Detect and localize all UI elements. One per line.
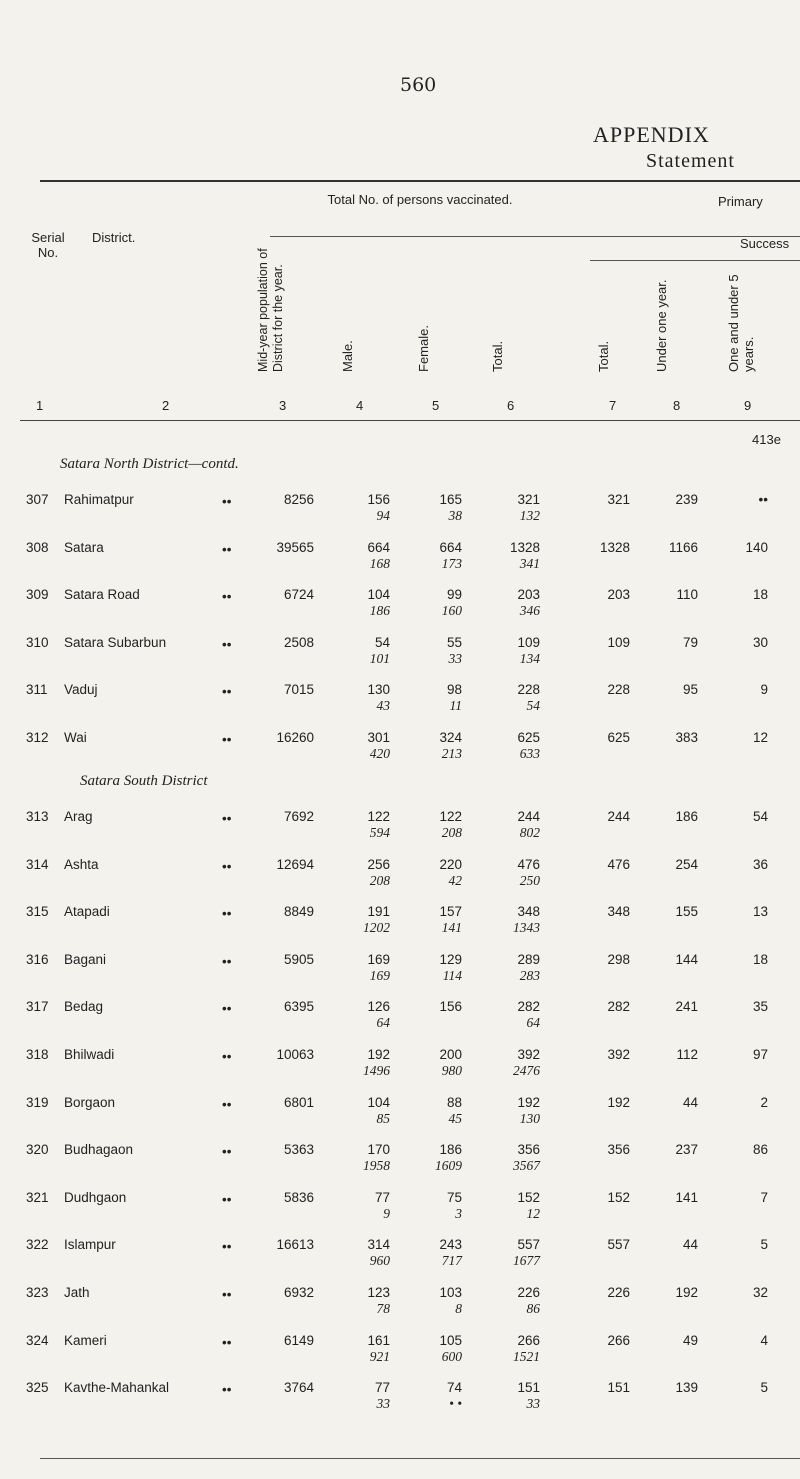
cell-total-i: 54 <box>526 698 540 714</box>
cell-p-total: 392 <box>607 1047 630 1062</box>
cell-pop: 6395 <box>283 999 314 1015</box>
col-number: 1 <box>36 398 44 413</box>
cell-sep: •• <box>222 684 232 700</box>
header-mid-year-population: Mid-year population of District for the year. <box>256 248 285 372</box>
cell-district: Satara <box>64 539 104 555</box>
cell-under1: 49 <box>682 1332 698 1348</box>
col-number: 6 <box>507 398 515 413</box>
cell-total: 321 <box>517 492 540 507</box>
cell-p-total: 151 <box>607 1380 630 1396</box>
cell-district: Borgaon <box>64 1094 116 1110</box>
section-title: Satara North District—contd. <box>60 456 239 472</box>
cell-female-i: 213 <box>441 746 462 761</box>
cell-under1: 237 <box>675 1142 698 1158</box>
cell-total: 392 <box>517 1047 540 1062</box>
cell-p-total: 152 <box>607 1189 630 1205</box>
cell-total: 1328 <box>509 539 540 555</box>
cell-male-i: 101 <box>369 650 390 666</box>
cell-one5: 18 <box>752 587 768 603</box>
cell-male: 77 <box>374 1380 390 1396</box>
cell-male-i: 420 <box>369 746 390 761</box>
cell-p-total: 356 <box>607 1142 630 1158</box>
cell-pop: 6724 <box>283 587 314 603</box>
cell-male: 664 <box>367 539 390 555</box>
cell-total-i: 134 <box>519 650 540 666</box>
cell-sep: •• <box>222 811 232 826</box>
cell-female-i: 3 <box>455 1205 462 1221</box>
cell-under1: 241 <box>675 999 698 1015</box>
cell-total: 625 <box>517 730 540 745</box>
cell-one5: 13 <box>752 904 768 920</box>
cell-one5: 86 <box>752 1142 768 1158</box>
cell-under1: 239 <box>675 492 698 507</box>
col-number: 2 <box>162 398 170 413</box>
cell-female-i: 160 <box>441 603 462 619</box>
cell-sep: •• <box>222 1144 232 1160</box>
cell-pop: 16260 <box>276 730 314 745</box>
cell-male-i: 186 <box>369 603 390 619</box>
cell-district: Satara Subarbun <box>64 634 167 650</box>
cell-total-i: 283 <box>519 967 540 983</box>
cell-male-i: 94 <box>376 508 390 523</box>
cell-p-total: 557 <box>607 1237 630 1253</box>
cell-district: Jath <box>64 1285 90 1300</box>
cell-serial: 325 <box>26 1380 49 1396</box>
header-male: Male. <box>340 340 355 372</box>
cell-sep: •• <box>222 1096 232 1112</box>
cell-male-i: 960 <box>369 1253 390 1269</box>
cell-sep: •• <box>222 858 232 874</box>
cell-serial: 319 <box>26 1094 49 1110</box>
cell-male-i: 169 <box>369 967 390 983</box>
cell-total-i: 64 <box>526 1015 540 1031</box>
cell-total: 192 <box>517 1094 540 1110</box>
cell-serial: 324 <box>26 1332 49 1348</box>
cell-female: 105 <box>439 1332 462 1348</box>
cell-male: 256 <box>367 856 390 872</box>
header-serial-no: Serial No. <box>31 230 65 260</box>
cell-district: Ashta <box>64 856 99 872</box>
cell-male: 192 <box>367 1047 390 1062</box>
cell-pop: 7692 <box>283 809 314 824</box>
cell-male: 126 <box>367 999 390 1015</box>
cell-female: 156 <box>439 999 462 1015</box>
cell-under1: 192 <box>675 1285 698 1300</box>
cell-male: 122 <box>367 809 390 824</box>
cell-female: 88 <box>446 1094 462 1110</box>
cell-pop: 3764 <box>283 1380 314 1396</box>
cell-male-i: 9 <box>383 1205 390 1221</box>
cell-male: 169 <box>367 951 390 967</box>
cell-female-i: 600 <box>441 1348 462 1364</box>
cell-male: 77 <box>374 1189 390 1205</box>
cell-one5: 2 <box>760 1094 768 1110</box>
cell-p-total: 109 <box>607 634 630 650</box>
cell-district: Vaduj <box>64 682 98 698</box>
col-number: 7 <box>609 398 617 413</box>
cell-serial: 320 <box>26 1142 49 1158</box>
cell-female-i: 141 <box>441 920 462 936</box>
cell-total: 244 <box>517 809 540 824</box>
cell-p-total: 266 <box>607 1332 630 1348</box>
cell-total: 282 <box>517 999 540 1015</box>
cell-total: 226 <box>517 1285 540 1300</box>
cell-p-total: 476 <box>607 856 630 872</box>
cell-p-total: 348 <box>607 904 630 920</box>
header-district: District. <box>92 230 136 245</box>
cell-under1: 79 <box>682 634 698 650</box>
cell-serial: 313 <box>26 809 49 824</box>
cell-under1: 139 <box>675 1380 698 1396</box>
cell-one5: •• <box>758 492 768 507</box>
cell-total-i: 341 <box>519 555 540 571</box>
cell-under1: 95 <box>682 682 698 698</box>
cell-one5: 54 <box>752 809 768 824</box>
cell-female: 74 <box>446 1380 462 1396</box>
cell-female-i: 1609 <box>435 1158 462 1174</box>
cell-p-total: 226 <box>607 1285 630 1300</box>
cell-sep: •• <box>222 1334 232 1350</box>
section-title: Satara South District <box>80 773 208 789</box>
cell-under1: 186 <box>675 809 698 824</box>
cell-pop: 5836 <box>283 1189 314 1205</box>
header-success: Success <box>740 236 790 251</box>
cell-pop: 5905 <box>283 951 314 967</box>
cell-male-i: 78 <box>376 1301 390 1316</box>
cell-female: 157 <box>439 904 462 920</box>
cell-district: Wai <box>64 730 87 745</box>
cell-female-i: 173 <box>441 555 462 571</box>
cell-serial: 323 <box>26 1285 49 1300</box>
cell-female-i: 114 <box>442 967 462 983</box>
cell-female-i: 717 <box>441 1253 462 1269</box>
cell-sep: •• <box>222 906 232 922</box>
cell-total-i: 2476 <box>513 1063 540 1078</box>
cell-female: 103 <box>439 1285 462 1300</box>
cell-total-i: 86 <box>526 1301 540 1316</box>
cell-pop: 6932 <box>283 1285 314 1300</box>
cell-one5: 5 <box>760 1380 768 1396</box>
cell-one5: 97 <box>752 1047 768 1062</box>
cell-sep: •• <box>222 1049 232 1064</box>
cell-under1: 144 <box>675 951 698 967</box>
cell-under1: 254 <box>675 856 698 872</box>
cell-one5: 18 <box>752 951 768 967</box>
header-bottom-rule <box>20 420 800 421</box>
cell-serial: 321 <box>26 1189 49 1205</box>
cell-female-i: 33 <box>448 650 462 666</box>
cell-female: 55 <box>446 634 462 650</box>
cell-total: 289 <box>517 951 540 967</box>
cell-total-i: 346 <box>519 603 540 619</box>
cell-total-i: 1521 <box>513 1348 540 1364</box>
cell-sep: •• <box>222 1001 232 1017</box>
cell-female: 122 <box>439 809 462 824</box>
cell-one5: 35 <box>752 999 768 1015</box>
cell-under1: 155 <box>675 904 698 920</box>
cell-total-i: 130 <box>519 1110 540 1126</box>
cell-female: 165 <box>439 492 462 507</box>
cell-one5: 36 <box>752 856 768 872</box>
cell-district: Bedag <box>64 999 104 1015</box>
header-primary: Primary <box>718 194 763 209</box>
cell-female-i: 42 <box>448 872 462 888</box>
cell-under1: 1166 <box>668 539 698 555</box>
cell-sep: •• <box>222 1287 232 1302</box>
cell-serial: 312 <box>26 730 49 745</box>
cell-p-total: 1328 <box>599 539 630 555</box>
cell-sep: •• <box>222 541 232 557</box>
cell-under1: 383 <box>675 730 698 745</box>
cell-male: 170 <box>367 1142 390 1158</box>
col-number: 4 <box>356 398 364 413</box>
header-under-one-year: Under one year. <box>654 279 669 372</box>
cell-total: 476 <box>517 856 540 872</box>
cell-district: Bagani <box>64 951 107 967</box>
cell-female: 220 <box>439 856 462 872</box>
cell-male-i: 594 <box>369 825 390 840</box>
cell-district: Kameri <box>64 1332 107 1348</box>
cell-p-total: 282 <box>607 999 630 1015</box>
cell-male: 130 <box>367 682 390 698</box>
cell-male: 54 <box>374 634 390 650</box>
cell-total: 109 <box>517 634 540 650</box>
col-number: 9 <box>744 398 752 413</box>
cell-total: 348 <box>517 904 540 920</box>
cell-total: 151 <box>517 1380 540 1396</box>
cell-male: 156 <box>367 492 390 507</box>
cell-district: Rahimatpur <box>64 492 134 507</box>
header-rule <box>270 236 800 237</box>
cell-total-i: 12 <box>526 1205 540 1221</box>
cell-female-i: 8 <box>455 1301 462 1316</box>
cell-male: 104 <box>367 587 390 603</box>
cell-under1: 141 <box>675 1189 698 1205</box>
cell-under1: 112 <box>676 1047 698 1062</box>
cell-female: 129 <box>439 951 462 967</box>
cell-male-i: 85 <box>376 1110 390 1126</box>
cell-one5: 4 <box>760 1332 768 1348</box>
cell-female-i: 38 <box>448 508 462 523</box>
col-number: 3 <box>279 398 287 413</box>
cell-total-i: 1343 <box>513 920 540 936</box>
cell-total: 203 <box>517 587 540 603</box>
cell-sep: •• <box>222 1239 232 1255</box>
cell-pop: 16613 <box>276 1237 314 1253</box>
cell-p-total: 244 <box>607 809 630 824</box>
cell-district: Arag <box>64 809 93 824</box>
cell-female-i: • • <box>449 1396 462 1412</box>
cell-male: 123 <box>367 1285 390 1300</box>
cell-total: 356 <box>517 1142 540 1158</box>
cell-male-i: 33 <box>376 1396 390 1412</box>
header-total-7: Total. <box>596 340 611 372</box>
cell-pop: 2508 <box>283 634 314 650</box>
cell-pop: 8256 <box>283 492 314 507</box>
cell-male-i: 1496 <box>363 1063 390 1078</box>
col-number: 5 <box>432 398 440 413</box>
cell-under1: 44 <box>682 1237 698 1253</box>
cell-total-i: 132 <box>519 508 540 523</box>
cell-total-i: 3567 <box>513 1158 540 1174</box>
page-number: 560 <box>400 74 437 96</box>
cell-district: Dudhgaon <box>64 1189 127 1205</box>
cell-serial: 317 <box>26 999 49 1015</box>
cell-sep: •• <box>222 589 232 605</box>
cell-female: 664 <box>439 539 462 555</box>
statement-heading: Statement <box>646 150 735 172</box>
cell-sep: •• <box>222 636 232 652</box>
cell-male-i: 208 <box>369 872 390 888</box>
cell-district: Atapadi <box>64 904 110 920</box>
cell-pop: 5363 <box>283 1142 314 1158</box>
appendix-heading: APPENDIX <box>593 122 710 147</box>
col-number: 8 <box>673 398 681 413</box>
cell-total-i: 1677 <box>513 1253 540 1269</box>
cell-male: 314 <box>367 1237 390 1253</box>
cell-male: 301 <box>367 730 390 745</box>
cell-serial: 309 <box>26 587 49 603</box>
cell-male-i: 168 <box>369 555 390 571</box>
cell-male-i: 64 <box>376 1015 390 1031</box>
cell-male: 161 <box>367 1332 390 1348</box>
cell-pop: 6801 <box>283 1094 314 1110</box>
cell-one5: 5 <box>760 1237 768 1253</box>
cell-sep: •• <box>222 732 232 747</box>
cell-one5: 140 <box>745 539 768 555</box>
cell-male: 191 <box>367 904 390 920</box>
cell-female: 200 <box>439 1047 462 1062</box>
cell-pop: 12694 <box>276 856 314 872</box>
cell-total: 152 <box>517 1189 540 1205</box>
cell-one5: 32 <box>752 1285 768 1300</box>
cell-male-i: 921 <box>369 1348 390 1364</box>
cell-female-i: 11 <box>449 698 462 714</box>
cell-p-total: 321 <box>607 492 630 507</box>
cell-p-total: 203 <box>607 587 630 603</box>
cell-male-i: 1202 <box>363 920 390 936</box>
cell-female: 243 <box>439 1237 462 1253</box>
cell-male-i: 1958 <box>363 1158 390 1174</box>
cell-one5: 9 <box>760 682 768 698</box>
cell-sep: •• <box>222 953 232 969</box>
cell-serial: 308 <box>26 539 49 555</box>
header-female: Female. <box>416 325 431 372</box>
cell-district: Satara Road <box>64 587 140 603</box>
cell-sep: •• <box>222 1382 232 1398</box>
cell-total-i: 250 <box>519 872 540 888</box>
cell-female: 99 <box>446 587 462 603</box>
cell-p-total: 192 <box>607 1094 630 1110</box>
cell-p-total: 228 <box>607 682 630 698</box>
header-total-6: Total. <box>490 340 505 372</box>
cell-serial: 315 <box>26 904 49 920</box>
cell-female: 98 <box>446 682 462 698</box>
cell-male: 104 <box>367 1094 390 1110</box>
cell-pop: 10063 <box>276 1047 314 1062</box>
cell-p-total: 625 <box>607 730 630 745</box>
cell-total: 557 <box>517 1237 540 1253</box>
cell-total: 266 <box>517 1332 540 1348</box>
cell-sep: •• <box>222 494 232 509</box>
cell-under1: 110 <box>676 587 698 603</box>
cell-district: Bhilwadi <box>64 1047 115 1062</box>
cell-serial: 318 <box>26 1047 49 1062</box>
cell-total-i: 802 <box>519 825 540 840</box>
cell-sep: •• <box>222 1191 232 1207</box>
cell-total-i: 33 <box>526 1396 540 1412</box>
cell-total: 228 <box>517 682 540 698</box>
cell-serial: 311 <box>26 682 48 698</box>
cell-one5: 12 <box>752 730 768 745</box>
cell-district: Islampur <box>64 1237 116 1253</box>
top-rule <box>40 180 800 182</box>
cell-pop: 6149 <box>283 1332 314 1348</box>
bottom-rule <box>40 1458 800 1459</box>
cell-serial: 316 <box>26 951 49 967</box>
header-total-vaccinated: Total No. of persons vaccinated. <box>327 192 513 207</box>
cell-female-i: 45 <box>448 1110 462 1126</box>
cell-serial: 322 <box>26 1237 49 1253</box>
cell-p-total: 298 <box>607 951 630 967</box>
header-one-to-five: One and under 5 years. <box>726 274 756 372</box>
cell-female-i: 980 <box>441 1063 462 1078</box>
cell-female: 186 <box>439 1142 462 1158</box>
cell-female-i: 208 <box>441 825 462 840</box>
cell-serial: 307 <box>26 492 49 507</box>
cell-pop: 39565 <box>276 539 314 555</box>
cell-serial: 310 <box>26 634 49 650</box>
cell-male-i: 43 <box>376 698 390 714</box>
cell-female: 324 <box>439 730 462 745</box>
cell-total-i: 633 <box>519 746 540 761</box>
page-reference: 413e <box>752 432 781 447</box>
success-rule <box>590 260 800 261</box>
cell-serial: 314 <box>26 856 49 872</box>
cell-district: Kavthe-Mahankal <box>64 1380 170 1396</box>
cell-one5: 7 <box>760 1189 768 1205</box>
cell-one5: 30 <box>752 634 768 650</box>
cell-under1: 44 <box>682 1094 698 1110</box>
cell-pop: 8849 <box>283 904 314 920</box>
cell-female: 75 <box>446 1189 462 1205</box>
cell-district: Budhagaon <box>64 1142 134 1158</box>
cell-pop: 7015 <box>283 682 314 698</box>
